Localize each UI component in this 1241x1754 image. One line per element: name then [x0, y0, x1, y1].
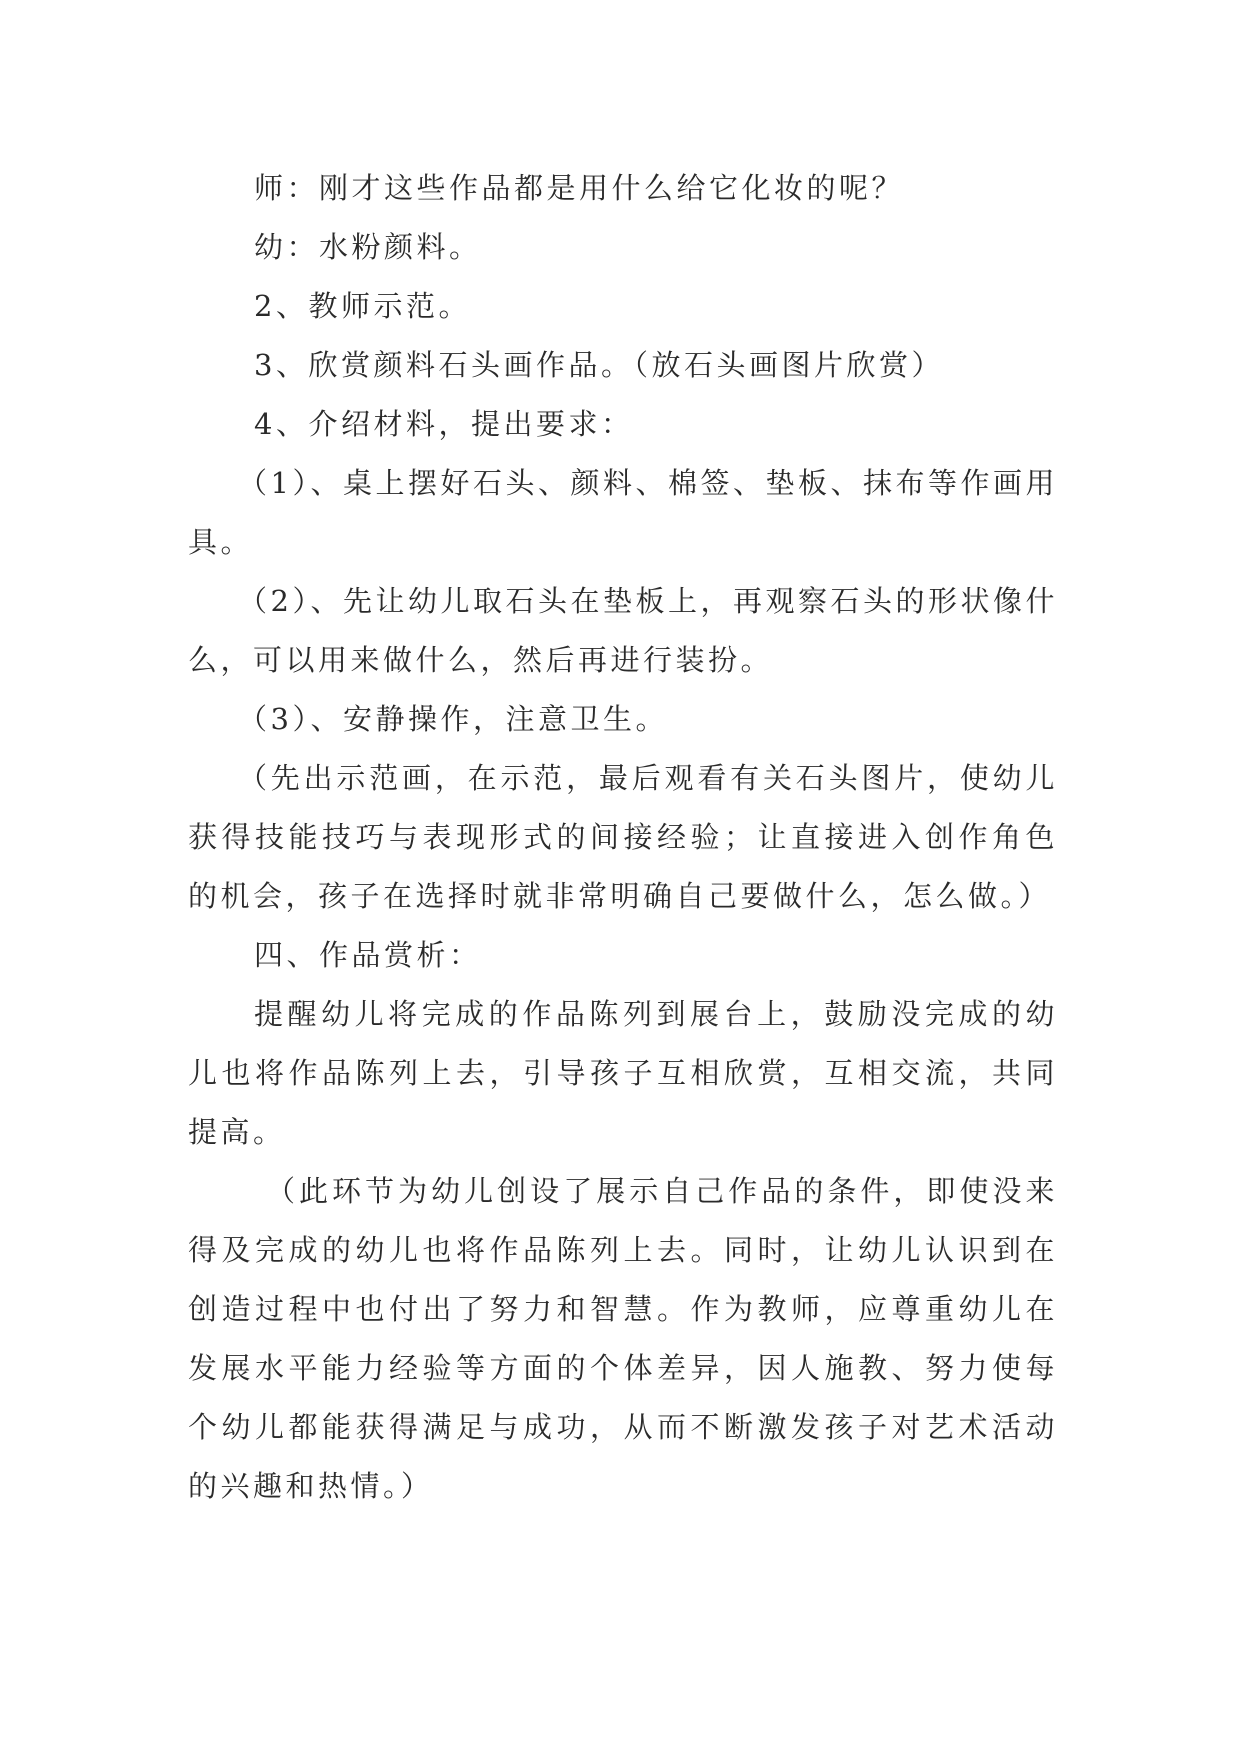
- requirement-1: （1）、桌上摆好石头、颜料、棉签、垫板、抹布等作画用具。: [188, 466, 1058, 559]
- section-4-heading: 四、作品赏析：: [254, 938, 482, 972]
- step-4-introduce-materials: 4、介绍材料，提出要求：: [254, 407, 634, 441]
- step-2-teacher-demo: 2、教师示范。: [254, 289, 471, 323]
- note-display-reflection: （此环节为幼儿创设了展示自己作品的条件，即使没来得及完成的幼儿也将作品陈列上去。同时，让幼儿认识到在创造过程中也付出了努力和智慧。作为教师，应尊重幼儿在发展水平能力经验等方面的个体差异，因人施教、努力使每个幼儿都能获得满足与成功，从而不断激发孩子对艺术活动的兴趣和热情。）: [188, 1174, 1058, 1503]
- works-display-paragraph: 提醒幼儿将完成的作品陈列到展台上，鼓励没完成的幼儿也将作品陈列上去，引导孩子互相欣赏，互相交流，共同提高。: [188, 997, 1058, 1149]
- requirement-2: （2）、先让幼儿取石头在垫板上，再观察石头的形状像什么，可以用来做什么，然后再进行装扮。: [188, 584, 1058, 677]
- step-3-appreciate-works: 3、欣赏颜料石头画作品。（放石头画图片欣赏）: [254, 348, 944, 382]
- dialogue-teacher-question: 师：刚才这些作品都是用什么给它化妆的呢？: [254, 171, 905, 205]
- dialogue-children-answer: 幼：水粉颜料。: [254, 230, 482, 264]
- note-demonstration: （先出示范画，在示范，最后观看有关石头图片，使幼儿获得技能技巧与表现形式的间接经验；让直接进入创作角色的机会，孩子在选择时就非常明确自己要做什么，怎么做。）: [188, 761, 1058, 913]
- document-body: [188, 159, 1058, 1516]
- requirement-3: （3）、安静操作，注意卫生。: [238, 702, 668, 736]
